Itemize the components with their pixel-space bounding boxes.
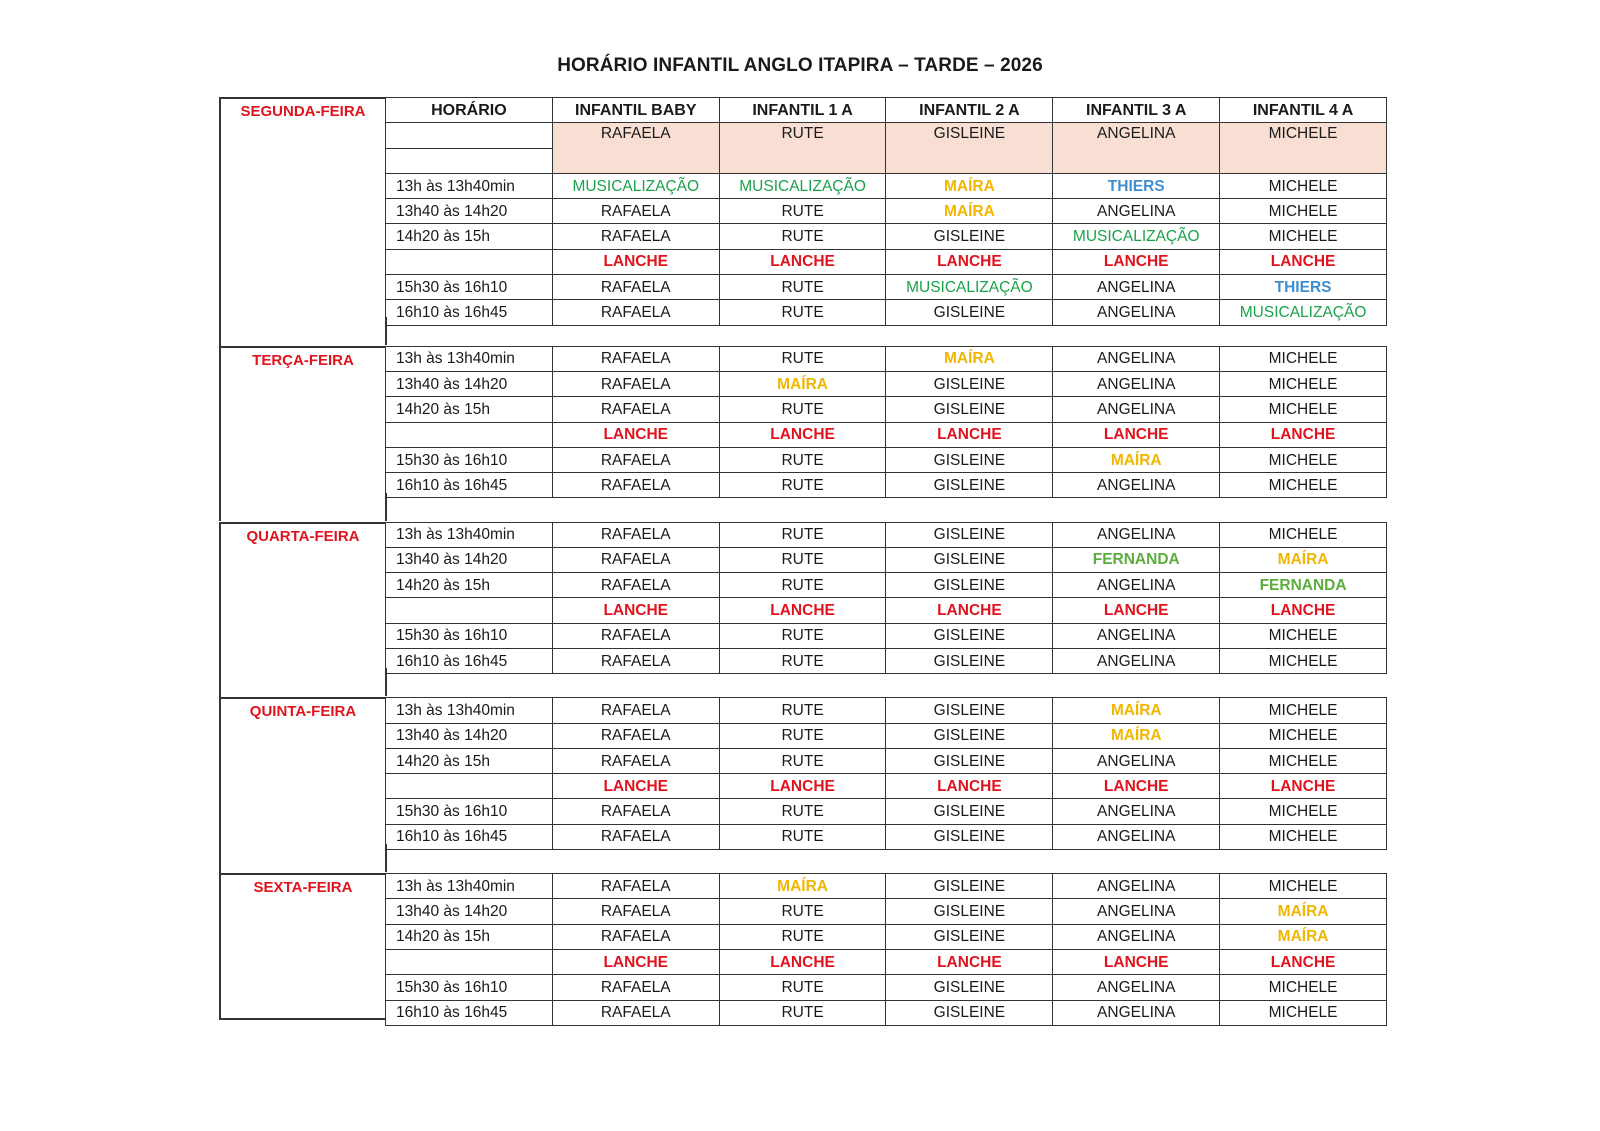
schedule-cell: LANCHE (1220, 422, 1387, 447)
schedule-cell: GISLEINE (886, 824, 1053, 849)
schedule-cell: MUSICALIZAÇÃO (1220, 300, 1387, 325)
schedule-cell: MICHELE (1220, 799, 1387, 824)
schedule-cell: RUTE (719, 199, 886, 224)
day-separator (385, 493, 1387, 521)
schedule-cell: ANGELINA (1053, 799, 1220, 824)
schedule-cell: RAFAELA (552, 874, 719, 899)
schedule-cell: MICHELE (1220, 473, 1387, 498)
schedule-cell: LANCHE (552, 249, 719, 274)
schedule-cell: RUTE (719, 799, 886, 824)
schedule-row (386, 924, 1387, 949)
schedule-cell: ANGELINA (1053, 874, 1220, 899)
schedule-cell: GISLEINE (886, 522, 1053, 547)
schedule-cell: GISLEINE (886, 371, 1053, 396)
schedule-cell: ANGELINA (1053, 899, 1220, 924)
time-slot-cell: 14h20 às 15h (386, 748, 553, 773)
schedule-row (386, 573, 1387, 598)
schedule-cell: MAÍRA (1053, 723, 1220, 748)
day-column (219, 873, 385, 1020)
day-separator (385, 844, 1387, 872)
schedule-cell: MAÍRA (1053, 447, 1220, 472)
schedule-cell: RUTE (719, 573, 886, 598)
day-label: SEGUNDA-FEIRA (240, 103, 366, 120)
schedule-cell: GISLEINE (886, 899, 1053, 924)
schedule-row (386, 447, 1387, 472)
time-slot-cell: 15h30 às 16h10 (386, 275, 553, 300)
schedule-cell: MAÍRA (1220, 547, 1387, 572)
schedule-row (386, 522, 1387, 547)
schedule-cell: MUSICALIZAÇÃO (719, 173, 886, 198)
schedule-row (386, 422, 1387, 447)
schedule-cell: RAFAELA (552, 899, 719, 924)
schedule-row (386, 698, 1387, 723)
schedule-cell: ANGELINA (1053, 522, 1220, 547)
schedule-cell: RAFAELA (552, 824, 719, 849)
schedule-cell: RUTE (719, 648, 886, 673)
schedule-cell: GISLEINE (886, 623, 1053, 648)
schedule-row (386, 774, 1387, 799)
schedule-cell: GISLEINE (886, 924, 1053, 949)
day-separator (385, 317, 1387, 345)
schedule-cell: LANCHE (1053, 774, 1220, 799)
time-slot-cell (386, 774, 553, 799)
day-label: SEXTA-FEIRA (253, 879, 353, 897)
schedule-cell: LANCHE (552, 949, 719, 974)
schedule-cell: RAFAELA (552, 924, 719, 949)
schedule-cell: ANGELINA (1053, 473, 1220, 498)
schedule-cell: ANGELINA (1053, 397, 1220, 422)
column-header-class: INFANTIL BABY (552, 98, 719, 123)
schedule-cell: RUTE (719, 346, 886, 371)
day-label: QUINTA-FEIRA (249, 703, 357, 721)
time-slot-cell: 13h às 13h40min (386, 346, 553, 371)
schedule-cell: GISLEINE (886, 573, 1053, 598)
time-slot-cell: 13h às 13h40min (386, 698, 553, 723)
schedule-cell: ANGELINA (1053, 199, 1220, 224)
schedule-cell: ANGELINA (1053, 346, 1220, 371)
schedule-cell: ANGELINA (1053, 573, 1220, 598)
schedule-cell: RUTE (719, 547, 886, 572)
time-slot-cell: 14h20 às 15h (386, 397, 553, 422)
schedule-cell: RUTE (719, 447, 886, 472)
schedule-cell: RAFAELA (552, 199, 719, 224)
teacher-name-cell: MICHELE (1220, 123, 1387, 174)
time-slot-cell: 13h às 13h40min (386, 874, 553, 899)
header-row (386, 98, 1387, 123)
schedule-cell: GISLEINE (886, 648, 1053, 673)
schedule-row (386, 224, 1387, 249)
schedule-cell: RAFAELA (552, 623, 719, 648)
schedule-cell: LANCHE (1053, 598, 1220, 623)
time-slot-cell: 15h30 às 16h10 (386, 975, 553, 1000)
column-header-class: INFANTIL 1 A (719, 98, 886, 123)
schedule-cell: LANCHE (1053, 422, 1220, 447)
schedule-cell: RUTE (719, 473, 886, 498)
schedule-table (385, 873, 1387, 1026)
schedule-cell: GISLEINE (886, 397, 1053, 422)
teacher-name-cell: RUTE (719, 123, 886, 174)
schedule-cell: RUTE (719, 224, 886, 249)
schedule-cell: MAÍRA (886, 199, 1053, 224)
schedule-row (386, 371, 1387, 396)
schedule-table (385, 346, 1387, 499)
time-slot-cell: 15h30 às 16h10 (386, 447, 553, 472)
schedule-table (385, 522, 1387, 675)
schedule-row (386, 723, 1387, 748)
day-separator (385, 668, 1387, 696)
time-slot-cell: 13h40 às 14h20 (386, 199, 553, 224)
schedule-cell: FERNANDA (1220, 573, 1387, 598)
schedule-cell: ANGELINA (1053, 924, 1220, 949)
schedule-cell: RUTE (719, 397, 886, 422)
schedule-cell: MICHELE (1220, 723, 1387, 748)
schedule-cell: MAÍRA (886, 173, 1053, 198)
day-label: TERÇA-FEIRA (252, 351, 354, 369)
schedule-cell: RUTE (719, 623, 886, 648)
schedule-cell: MUSICALIZAÇÃO (552, 173, 719, 198)
time-slot-cell (386, 422, 553, 447)
schedule-cell: MAÍRA (1053, 698, 1220, 723)
schedule-cell: FERNANDA (1053, 547, 1220, 572)
schedule-cell: RAFAELA (552, 371, 719, 396)
schedule-cell: RAFAELA (552, 275, 719, 300)
time-slot-cell: 16h10 às 16h45 (386, 824, 553, 849)
schedule-cell: LANCHE (1220, 949, 1387, 974)
column-header-class: INFANTIL 4 A (1220, 98, 1387, 123)
day-label: QUARTA-FEIRA (246, 527, 360, 545)
schedule-cell: RAFAELA (552, 473, 719, 498)
schedule-cell: MICHELE (1220, 874, 1387, 899)
time-slot-cell: 13h às 13h40min (386, 173, 553, 198)
schedule-cell: RAFAELA (552, 1000, 719, 1025)
schedule-cell: RUTE (719, 698, 886, 723)
schedule-cell: RAFAELA (552, 447, 719, 472)
time-slot-cell: 14h20 às 15h (386, 924, 553, 949)
schedule-cell: MICHELE (1220, 346, 1387, 371)
schedule-cell: LANCHE (886, 422, 1053, 447)
schedule-row (386, 949, 1387, 974)
schedule-cell: MICHELE (1220, 824, 1387, 849)
schedule-cell: LANCHE (552, 422, 719, 447)
schedule-cell: RAFAELA (552, 346, 719, 371)
time-slot-cell: 13h40 às 14h20 (386, 371, 553, 396)
schedule-cell: LANCHE (886, 774, 1053, 799)
schedule-row (386, 346, 1387, 371)
schedule-cell: LANCHE (719, 598, 886, 623)
schedule-cell: MICHELE (1220, 748, 1387, 773)
schedule-row (386, 275, 1387, 300)
schedule-row (386, 748, 1387, 773)
schedule-cell: ANGELINA (1053, 648, 1220, 673)
time-slot-cell: 13h40 às 14h20 (386, 899, 553, 924)
schedule-cell: ANGELINA (1053, 275, 1220, 300)
day-column (219, 697, 385, 873)
schedule-cell: RAFAELA (552, 698, 719, 723)
schedule-cell: RAFAELA (552, 748, 719, 773)
schedule-cell: GISLEINE (886, 1000, 1053, 1025)
time-slot-cell (386, 598, 553, 623)
schedule-cell: GISLEINE (886, 447, 1053, 472)
schedule-cell: MAÍRA (1220, 924, 1387, 949)
schedule-cell: MICHELE (1220, 447, 1387, 472)
schedule-cell: RAFAELA (552, 648, 719, 673)
schedule-cell: MICHELE (1220, 648, 1387, 673)
schedule-cell: ANGELINA (1053, 371, 1220, 396)
schedule-cell: RAFAELA (552, 224, 719, 249)
schedule-cell: ANGELINA (1053, 300, 1220, 325)
schedule-cell: RUTE (719, 748, 886, 773)
time-slot-cell: 13h às 13h40min (386, 522, 553, 547)
time-slot-cell (386, 949, 553, 974)
schedule-cell: RUTE (719, 522, 886, 547)
schedule-cell: GISLEINE (886, 547, 1053, 572)
schedule-cell: MAÍRA (719, 371, 886, 396)
time-slot-cell: 16h10 às 16h45 (386, 648, 553, 673)
empty-cell (386, 148, 553, 173)
day-column (219, 97, 385, 346)
schedule-row (386, 799, 1387, 824)
column-header-class: INFANTIL 3 A (1053, 98, 1220, 123)
schedule-row (386, 874, 1387, 899)
schedule-cell: RUTE (719, 1000, 886, 1025)
schedule-cell: MUSICALIZAÇÃO (1053, 224, 1220, 249)
schedule-cell: LANCHE (719, 774, 886, 799)
schedule-cell: ANGELINA (1053, 824, 1220, 849)
schedule-cell: MICHELE (1220, 975, 1387, 1000)
schedule-cell: GISLEINE (886, 748, 1053, 773)
schedule-cell: RUTE (719, 275, 886, 300)
teacher-name-cell: GISLEINE (886, 123, 1053, 174)
schedule-cell: MICHELE (1220, 173, 1387, 198)
schedule-cell: MUSICALIZAÇÃO (886, 275, 1053, 300)
time-slot-cell: 13h40 às 14h20 (386, 547, 553, 572)
schedule-row (386, 1000, 1387, 1025)
column-header-class: INFANTIL 2 A (886, 98, 1053, 123)
schedule-row (386, 199, 1387, 224)
schedule-cell: THIERS (1220, 275, 1387, 300)
schedule-cell: ANGELINA (1053, 623, 1220, 648)
schedule-cell: LANCHE (1220, 774, 1387, 799)
schedule-cell: RUTE (719, 824, 886, 849)
time-slot-cell (386, 249, 553, 274)
time-slot-cell: 15h30 às 16h10 (386, 623, 553, 648)
schedule-cell: RUTE (719, 300, 886, 325)
schedule-cell: MICHELE (1220, 371, 1387, 396)
schedule-cell: RAFAELA (552, 300, 719, 325)
schedule-cell: MICHELE (1220, 522, 1387, 547)
time-slot-cell: 14h20 às 15h (386, 224, 553, 249)
time-slot-cell: 14h20 às 15h (386, 573, 553, 598)
schedule-cell: MAÍRA (719, 874, 886, 899)
schedule-cell: ANGELINA (1053, 748, 1220, 773)
schedule-table (385, 97, 1387, 326)
schedule-cell: RAFAELA (552, 522, 719, 547)
schedule-cell: LANCHE (719, 249, 886, 274)
schedule-cell: MICHELE (1220, 397, 1387, 422)
schedule-cell: LANCHE (1220, 598, 1387, 623)
schedule-cell: MAÍRA (1220, 899, 1387, 924)
schedule-row (386, 899, 1387, 924)
schedule-row (386, 173, 1387, 198)
schedule-cell: RAFAELA (552, 397, 719, 422)
schedule-row (386, 975, 1387, 1000)
schedule-cell: ANGELINA (1053, 1000, 1220, 1025)
teacher-name-cell: RAFAELA (552, 123, 719, 174)
schedule-cell: LANCHE (886, 598, 1053, 623)
schedule-cell: LANCHE (886, 249, 1053, 274)
schedule-cell: GISLEINE (886, 473, 1053, 498)
schedule-cell: LANCHE (1053, 949, 1220, 974)
schedule-cell: GISLEINE (886, 799, 1053, 824)
schedule-cell: ANGELINA (1053, 975, 1220, 1000)
schedule-cell: LANCHE (719, 422, 886, 447)
schedule-cell: GISLEINE (886, 698, 1053, 723)
time-slot-cell: 16h10 às 16h45 (386, 300, 553, 325)
schedule-table (385, 697, 1387, 850)
page-title: HORÁRIO INFANTIL ANGLO ITAPIRA – TARDE – 2026 (557, 55, 1043, 76)
empty-cell (386, 123, 553, 148)
schedule-cell: GISLEINE (886, 723, 1053, 748)
time-slot-cell: 16h10 às 16h45 (386, 1000, 553, 1025)
schedule-cell: LANCHE (886, 949, 1053, 974)
schedule-cell: LANCHE (1053, 249, 1220, 274)
schedule-cell: GISLEINE (886, 300, 1053, 325)
time-slot-cell: 16h10 às 16h45 (386, 473, 553, 498)
teacher-row (386, 123, 1387, 148)
schedule-cell: LANCHE (552, 774, 719, 799)
schedule-cell: GISLEINE (886, 224, 1053, 249)
schedule-cell: LANCHE (1220, 249, 1387, 274)
schedule-cell: RAFAELA (552, 723, 719, 748)
schedule-cell: RUTE (719, 899, 886, 924)
schedule-row (386, 623, 1387, 648)
schedule-cell: RAFAELA (552, 975, 719, 1000)
schedule-cell: MICHELE (1220, 698, 1387, 723)
schedule-cell: MICHELE (1220, 199, 1387, 224)
schedule-cell: RUTE (719, 975, 886, 1000)
schedule-cell: RUTE (719, 723, 886, 748)
column-header-horario: HORÁRIO (386, 98, 553, 123)
schedule-cell: MICHELE (1220, 1000, 1387, 1025)
time-slot-cell: 15h30 às 16h10 (386, 799, 553, 824)
schedule-cell: LANCHE (719, 949, 886, 974)
schedule-cell: MICHELE (1220, 623, 1387, 648)
schedule-cell: RAFAELA (552, 573, 719, 598)
schedule-cell: LANCHE (552, 598, 719, 623)
schedule-cell: MAÍRA (886, 346, 1053, 371)
teacher-name-cell: ANGELINA (1053, 123, 1220, 174)
schedule-row (386, 249, 1387, 274)
schedule-cell: MICHELE (1220, 224, 1387, 249)
schedule-cell: RAFAELA (552, 799, 719, 824)
schedule-row (386, 598, 1387, 623)
schedule-cell: THIERS (1053, 173, 1220, 198)
time-slot-cell: 13h40 às 14h20 (386, 723, 553, 748)
schedule-cell: GISLEINE (886, 874, 1053, 899)
schedule-cell: GISLEINE (886, 975, 1053, 1000)
day-column (219, 346, 385, 522)
schedule-cell: RAFAELA (552, 547, 719, 572)
schedule-row (386, 397, 1387, 422)
day-column (219, 522, 385, 698)
schedule-row (386, 547, 1387, 572)
schedule-cell: RUTE (719, 924, 886, 949)
